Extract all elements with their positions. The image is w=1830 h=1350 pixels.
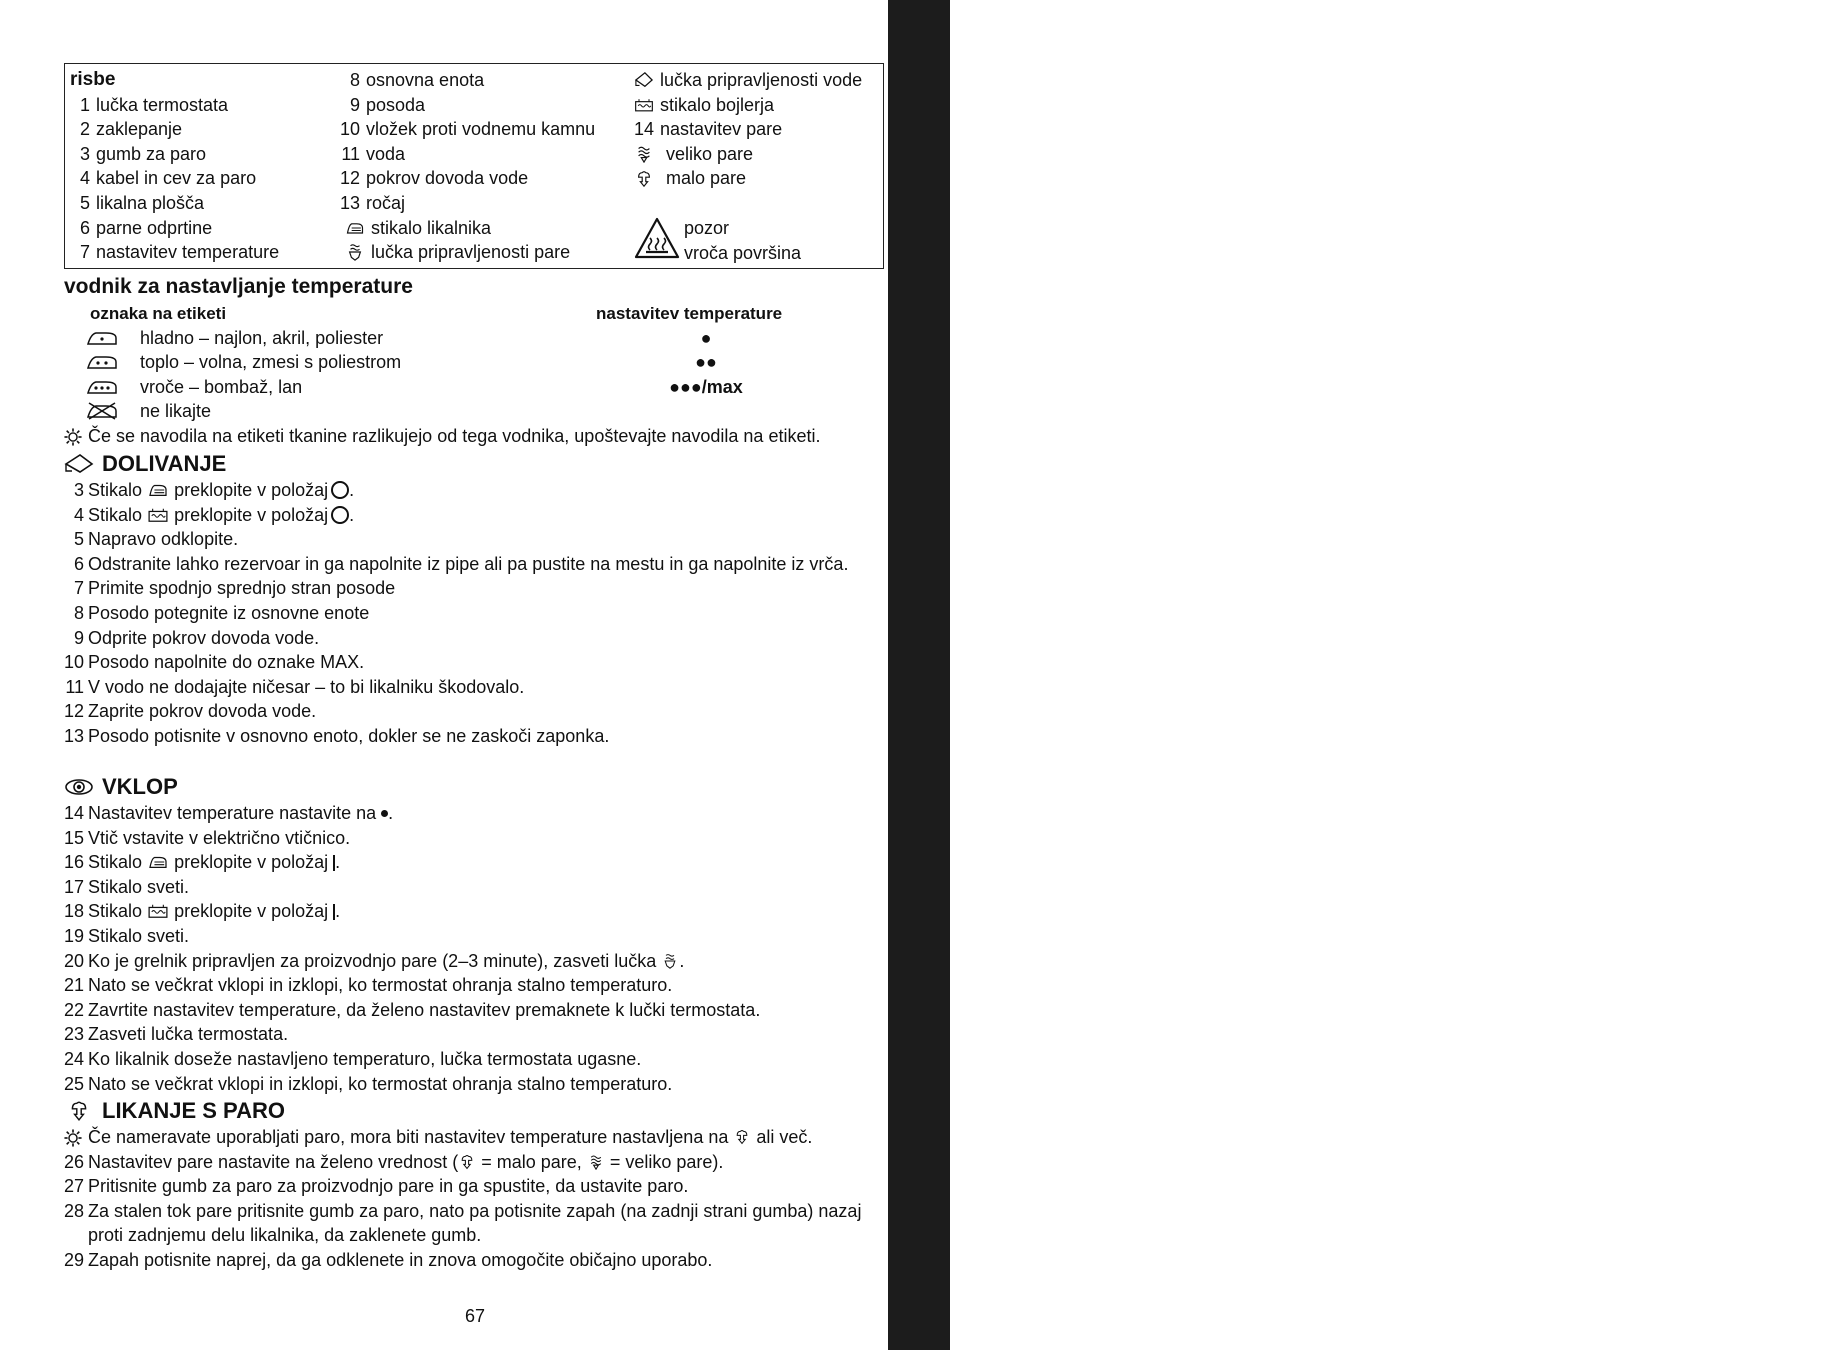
low-steam-icon [634,170,654,188]
temperature-guide-heading: vodnik za nastavljanje temperature [64,275,413,298]
legend-title: risbe [70,69,116,90]
warning-label: pozor [684,218,730,238]
side-tab-label: navodila [1785,56,1830,214]
low-steam-icon [64,1100,94,1122]
care-label-note: Če se navodila na etiketi tkanine razlikujejo od tega vodnika, upoštevajte navodila na etiketi. [64,424,884,449]
off-position-icon [331,506,349,524]
section-heading [64,450,884,478]
legend-column-2 [340,68,595,265]
on-position-icon [333,855,335,871]
step: 15 Vtič vstavite v električno vtičnico. [63,827,351,848]
boiler-switch-icon [147,507,169,523]
step: 11 V vodo ne dodajajte ničesar – to bi likalniku škodovalo. [65,676,525,697]
temperature-guide [64,273,884,449]
step: 16 Stikalo preklopite v položaj . [63,852,341,873]
step: 6 Odstranite lahko rezervoar in ga napolnite iz pipe ali pa pustite na mestu in ga napolnite iz vrča. [73,553,849,574]
low-steam-icon [458,1154,476,1170]
step: 10 Posodo napolnite do oznake MAX. [63,652,365,673]
step: 14 Nastavitev temperature nastavite na . [63,803,394,823]
legend-item: 7 nastavitev temperature [79,242,280,263]
temperature-guide-header [64,301,884,326]
step: 25 Nato se večkrat vklopi in izklopi, ko termostat ohranja stalno temperaturo. [63,1073,673,1094]
warning-label: vroča površina [684,242,802,263]
step: 17 Stikalo sveti. [63,876,190,897]
section-heading [64,1097,884,1125]
legend-item: stikalo likalnika [340,216,595,241]
legend-item: stikalo bojlerja [634,93,862,118]
legend-item: veliko pare [634,142,862,167]
hot-surface-warning-icon [634,216,680,260]
step: 19 Stikalo sveti. [63,925,190,946]
setting-column-header: nastavitev temperature [596,304,783,323]
one-dot-setting-icon [381,810,388,817]
high-steam-icon [587,1154,605,1170]
tip-icon [64,1129,82,1147]
boiler-switch-icon [147,903,169,919]
section-title: DOLIVANJE [102,451,227,476]
step: 22 Zavrtite nastavitev temperature, da želeno nastavitev premaknete k lučki termostata. [63,999,761,1020]
step: 7 Primite spodnjo sprednjo stran posode [73,578,396,599]
eye-icon [64,776,94,798]
legend-item: 1 lučka termostata [79,94,229,115]
water-ready-icon [634,71,654,89]
step: 23 Zasveti lučka termostata. [63,1024,289,1045]
temperature-row: hladno – najlon, akril, poliester ● [64,326,884,351]
page-number: 67 [464,1306,486,1326]
step: 21 Nato se večkrat vklopi in izklopi, ko termostat ohranja stalno temperaturo. [63,975,673,996]
steam-note: Če nameravate uporabljati paro, mora biti nastavitev temperature nastavljena na ali več. [64,1125,884,1150]
boiler-switch-icon [634,96,654,114]
legend-column-1 [70,68,279,265]
steam-ready-icon [661,953,679,969]
side-tab [888,0,1830,1350]
temperature-row: ne likajte [64,399,884,424]
iron-switch-icon [147,854,169,870]
legend-item: 2 zaklepanje [79,119,183,140]
water-ready-icon [64,453,94,475]
label-column-header: oznaka na etiketi [90,304,227,323]
legend-item: 5 likalna plošča [79,192,205,213]
iron-2-dot-icon [86,353,118,371]
step: 8 Posodo potegnite iz osnovne enote [73,602,370,623]
legend-item: 6 parne odprtine [79,217,213,238]
section-fill [64,450,884,749]
legend-item: lučka pripravljenosti pare [340,240,595,265]
step: 5 Napravo odklopite. [73,529,239,550]
legend-item: 10 vložek proti vodnemu kamnu [340,119,596,140]
temperature-row: toplo – volna, zmesi s poliestrom ●● [64,350,884,375]
legend-item: 4 kabel in cev za paro [79,168,257,189]
legend-item: 9 posoda [349,94,426,115]
parts-legend [64,63,884,269]
section-title: LIKANJE S PARO [102,1098,285,1123]
legend-column-3 [634,68,863,263]
hot-surface-warning [634,216,801,265]
temperature-row: vroče – bombaž, lan ●●●/max [64,375,884,400]
step: 26 Nastavitev pare nastavite na želeno vrednost ( = malo pare, = veliko pare). [63,1151,724,1172]
legend-item: 11 voda [341,143,406,164]
legend-item: 8 osnovna enota [349,70,485,90]
high-steam-icon [634,145,654,163]
low-steam-icon [733,1129,751,1145]
step: 3 Stikalo preklopite v položaj . [73,480,355,500]
legend-item: 13 ročaj [340,192,406,213]
legend-item: 14 nastavitev pare [634,119,783,140]
step: 18 Stikalo preklopite v položaj . [63,901,341,922]
iron-1-dot-icon [86,329,118,347]
step: 28 Za stalen tok pare pritisnite gumb za paro, nato pa potisnite zapah (na zadnji strani gumba) nazaj proti zadnjemu delu likalnika, da zaklenete gumb. [63,1200,862,1246]
step: 4 Stikalo preklopite v položaj . [73,504,355,525]
iron-switch-icon [147,482,169,498]
step: 27 Pritisnite gumb za paro za proizvodnjo pare in ga spustite, da ustavite paro. [63,1176,689,1197]
off-position-icon [331,481,349,499]
no-iron-icon [86,402,118,420]
step: 13 Posodo potisnite v osnovno enoto, dokler se ne zaskoči zaponka. [63,725,610,746]
section-title: VKLOP [102,774,178,799]
legend-item: 3 gumb za paro [79,143,207,164]
legend-item: lučka pripravljenosti vode [634,68,862,93]
step: 29 Zapah potisnite naprej, da ga odklenete in znova omogočite običajno uporabo. [63,1249,713,1270]
section-heading [64,773,884,801]
section-switch-on [64,773,884,1096]
tip-icon [64,428,82,446]
step: 20 Ko je grelnik pripravljen za proizvodnjo pare (2–3 minute), zasveti lučka . [63,950,685,971]
iron-3-dot-icon [86,378,118,396]
legend-item: malo pare [634,166,862,191]
iron-switch-icon [345,219,365,237]
step: 9 Odprite pokrov dovoda vode. [73,627,320,648]
on-position-icon [333,904,335,920]
steam-ready-icon [345,243,365,261]
section-steam-ironing [64,1097,884,1273]
legend-item: 12 pokrov dovoda vode [340,168,529,189]
step: 24 Ko likalnik doseže nastavljeno temperaturo, lučka termostata ugasne. [63,1048,642,1069]
step: 12 Zaprite pokrov dovoda vode. [63,701,317,722]
